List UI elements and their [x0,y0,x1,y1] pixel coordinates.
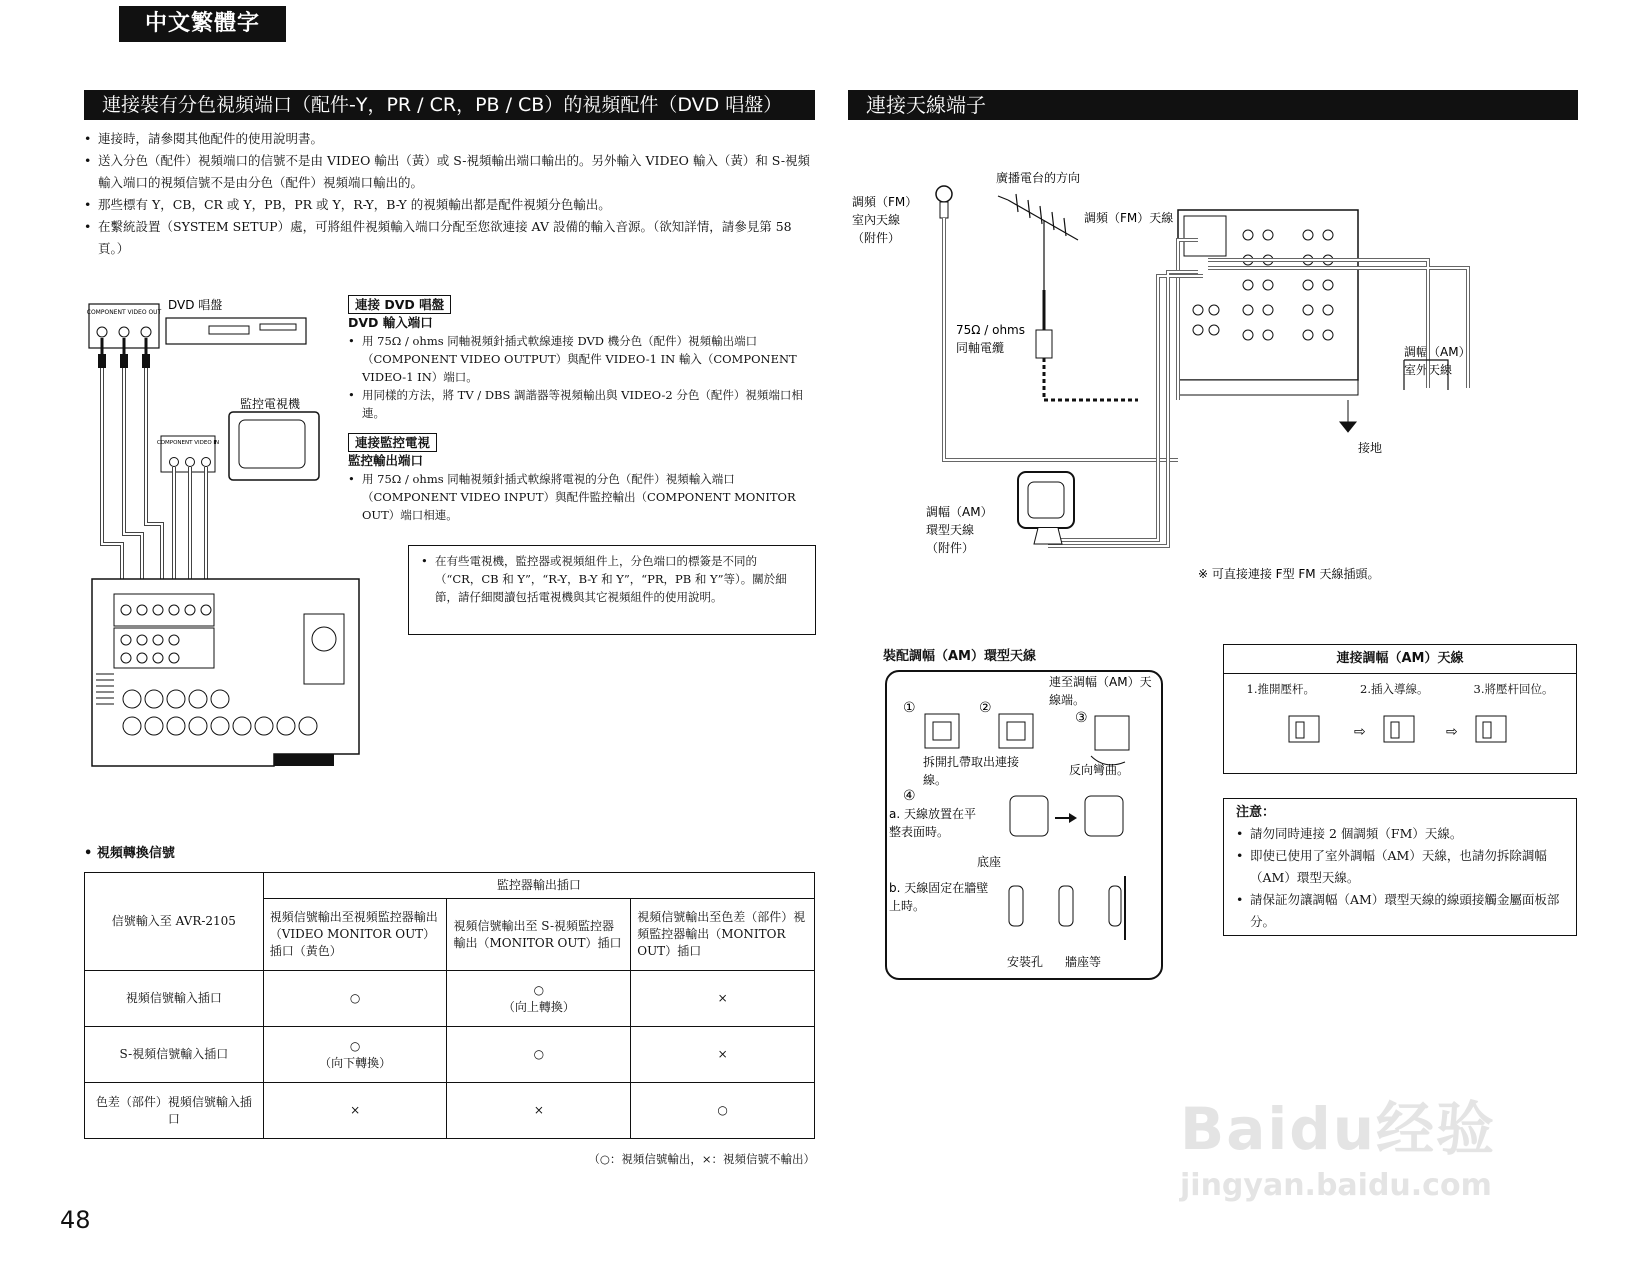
bullet-item: • 那些標有 Y，CB，CR 或 Y，PB，PR 或 Y，R-Y，B-Y 的視頻輸出都是配件視頻分色輸出。 [84,194,815,216]
step-2: ② [979,700,992,716]
row-label: 色差（部件）視頻信號輸入插口 [85,1083,264,1139]
table-cell: ○ [263,971,447,1027]
dvd-section [348,294,816,422]
arrow-icon: ⇨ [1354,724,1366,740]
dvd-label: DVD 唱盤 [168,298,223,312]
am-loop-label-3: （附件） [926,541,975,555]
bullet-item: • 連接時，請參閱其他配件的使用說明書。 [84,128,815,150]
table-cell: ○ [631,1083,815,1139]
note-item: • 請保証勿讓調幅（AM）環型天線的線頭接觸金屬面板部分。 [1236,889,1564,933]
table-cell: × [631,971,815,1027]
table-cell: ○ （向上轉換） [447,971,631,1027]
conversion-table [84,872,815,1139]
table-title-text: 視頻轉換信號 [96,846,175,861]
step1-text-1: 拆開扎帶取出連接 [923,755,1020,769]
am-connect-steps [1224,674,1576,698]
notes-title: 注意： [1236,805,1276,820]
row-label: 視頻信號輸入插口 [85,971,264,1027]
connect-to-1: 連至調幅（AM）天 [1049,675,1152,689]
bullet-item: • 送入分色（配件）視頻端口的信號不是由 VIDEO 輸出（黃）或 S-視頻輸出端口輸出的。另外輸入 VIDEO 輸入（黃）和 S-視頻輸入端口的視頻信號不是由分色（配件）視頻端口輸出的。 [84,150,815,194]
table-title: • 視頻轉換信號 [84,846,175,861]
left-section-title: 連接裝有分色視頻端口（配件-Y，PR / CR，PB / CB）的視頻配件（DVD 唱盤） [84,90,815,120]
intro-bullets [84,128,815,260]
step-3: ③ [1075,710,1088,726]
wall-label: 牆座等 [1065,955,1102,969]
note-box-text: • 在有些電視機，監控器或視頻組件上，分色端口的標簽是不同的（“CR，CB 和 Y”，“R-Y，B-Y 和 Y”，“PR，PB 和 Y”等）。關於細節，請仔細閱讀包括電視機與其它視頻組件的使用說明。 [421,552,803,606]
am-step: 3.將壓杆回位。 [1473,682,1554,696]
row-header: 信號輸入至 AVR-2105 [85,873,264,971]
dvd-item: • 用 75Ω / ohms 同軸視頻針插式軟線連接 DVD 機分色（配件）視頻輸出端口（COMPONENT VIDEO OUTPUT）與配件 VIDEO-1 IN 輸入（COMPONENT VIDEO-1 IN）端口。 [348,332,816,386]
am-loop-label-1: 調幅（AM） [926,505,993,519]
watermark-url: jingyan.baidu.com [1180,1168,1492,1203]
fm-antenna-label: 調頻（FM）天線 [1084,211,1174,225]
col-header: 視頻信號輸出至色差（部件）視頻監控器輸出（MONITOR OUT）插口 [631,899,815,971]
col-header: 視頻信號輸出至 S-視頻監控器輸出（MONITOR OUT）插口 [447,899,631,971]
dvd-item: • 用同樣的方法，將 TV / DBS 調諧器等視頻輸出與 VIDEO-2 分色（配件）視頻端口相連。 [348,386,816,422]
group-header: 監控器輸出插口 [263,873,814,899]
a-text-2: 整表面時。 [889,825,950,839]
mount-hole-label: 安裝孔 [1007,955,1044,969]
fm-indoor-label-1: 調頻（FM） [852,195,918,209]
fm-indoor-label-3: （附件） [852,231,901,245]
monitor-box-title: 連接監控電視 [348,433,437,452]
base-label: 底座 [977,855,1002,869]
direction-label: 廣播電台的方向 [996,171,1081,185]
table-cell: × [631,1027,815,1083]
watermark-main: Baidu经验 [1180,1095,1497,1163]
assembly-diagram [885,670,1163,980]
fm-indoor-label-2: 室內天線 [852,213,901,227]
dvd-box-title: 連接 DVD 唱盤 [348,295,451,314]
monitor-sub-title: 監控輸出端口 [348,453,424,468]
assembly-title: 裝配調幅（AM）環型天線 [883,649,1036,664]
comp-in-label: COMPONENT VIDEO IN [156,440,220,446]
table-cell: ○ （向下轉換） [263,1027,447,1083]
am-step: 1.推開壓杆。 [1246,682,1315,696]
page-number: 48 [60,1206,91,1234]
coax-label-2: 同軸電纜 [956,341,1005,355]
col-header: 視頻信號輸出至視頻監控器輸出（VIDEO MONITOR OUT）插口（黃色） [263,899,447,971]
table-cell: × [447,1083,631,1139]
language-tab: 中文繁體字 [119,6,286,42]
monitor-section [348,432,816,524]
ground-label: 接地 [1358,441,1383,455]
am-connect-title: 連接調幅（AM）天線 [1224,645,1576,674]
a-text-1: a. 天線放置在平 [889,807,976,821]
connect-to-2: 線端。 [1049,693,1086,707]
am-outdoor-label-2: 室外天線 [1404,363,1453,377]
fm-note: ※ 可直接連接 F型 FM 天線插頭。 [1198,567,1380,581]
antenna-diagram [848,160,1578,600]
dvd-connection-diagram [84,294,384,814]
note-item: • 請勿同時連接 2 個調頻（FM）天線。 [1236,823,1564,845]
step1-text-2: 線。 [923,773,948,787]
am-connect-box [1223,644,1577,774]
coax-label-1: 75Ω / ohms [956,323,1025,337]
note-item: • 即使已使用了室外調幅（AM）天線，也請勿拆除調幅（AM）環型天線。 [1236,845,1564,889]
step3-text: 反向彎曲。 [1069,763,1130,777]
comp-out-label: COMPONENT VIDEO OUT [86,309,162,316]
notes-box [1223,798,1577,936]
step-4: ④ [903,788,916,804]
am-step: 2.插入導線。 [1360,682,1429,696]
row-label: S-視頻信號輸入插口 [85,1027,264,1083]
table-legend: （○：視頻信號輸出，×：視頻信號不輸出） [588,1152,815,1166]
bullet-item: • 在繫統設置（SYSTEM SETUP）處，可將組件視頻輸入端口分配至您欲連接 AV 設備的輸入音源。（欲知詳情，請參見第 58 頁。） [84,216,815,260]
am-loop-label-2: 環型天線 [926,523,975,537]
arrow-icon: ⇨ [1446,724,1458,740]
b-text-1: b. 天線固定在牆壁 [889,881,989,895]
right-section-title: 連接天線端子 [848,90,1578,120]
am-connect-illustration [1224,698,1576,758]
b-text-2: 上時。 [889,899,926,913]
step-1: ① [903,700,916,716]
monitor-item: • 用 75Ω / ohms 同軸視頻針插式軟線將電視的分色（配件）視頻輸入端口（COMPONENT VIDEO INPUT）與配件監控輸出（COMPONENT MONITOR OUT）端口相連。 [348,470,816,524]
table-cell: × [263,1083,447,1139]
dvd-sub-title: DVD 輸入端口 [348,315,433,330]
monitor-label: 監控電視機 [240,397,301,411]
am-outdoor-label-1: 調幅（AM） [1404,345,1471,359]
table-cell: ○ [447,1027,631,1083]
note-box [408,545,816,635]
